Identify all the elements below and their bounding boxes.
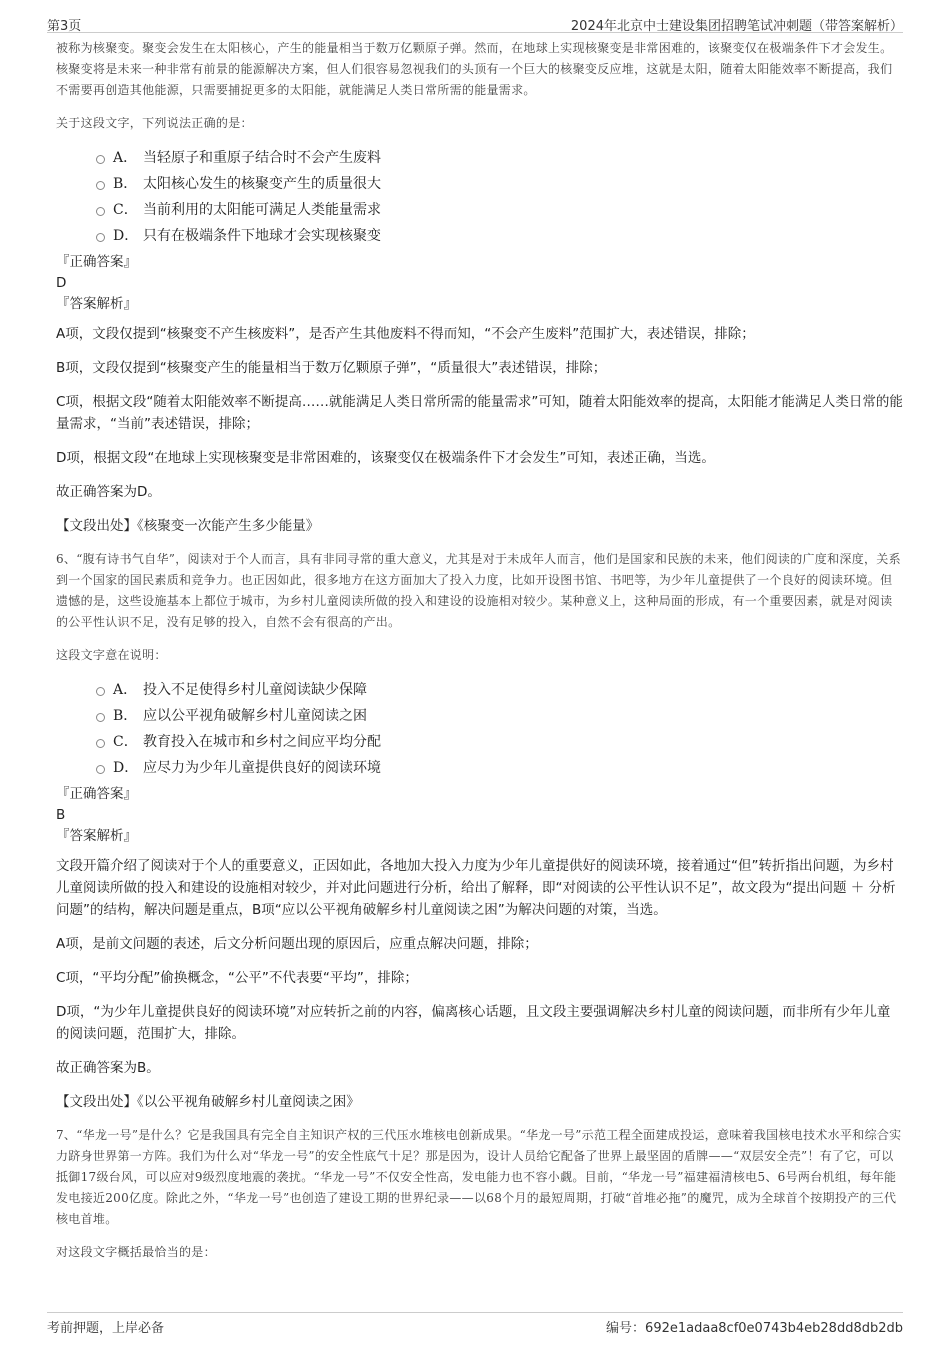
option-letter: C． bbox=[113, 202, 138, 218]
radio-icon[interactable] bbox=[96, 207, 105, 216]
q5-analysis-d: D项，根据文段“在地球上实现核聚变是非常困难的，该聚变仅在极端条件下才会发生”可知，表述正确，当选。 bbox=[56, 450, 715, 466]
q5-passage: 被称为核聚变。聚变会发生在太阳核心，产生的能量相当于数万亿颗原子弹。然而，在地球上实现核聚变是非常困难的，该聚变仅在极端条件下才会发生。核聚变将是未来一种非常有前景的能源解决方案，但人们很容易忽视我们的头顶有一个巨大的核聚变反应堆，这就是太阳，随着太阳能效率不断提高，我们不需要再创造其他能源，只需要捕捉更多的太阳能，就能满足人类日常所需的能量需求。 bbox=[56, 41, 893, 97]
q5-option-a[interactable] bbox=[96, 144, 903, 170]
q5-source: 【文段出处】《核聚变一次能产生多少能量》 bbox=[56, 518, 320, 534]
document-title: 2024年北京中士建设集团招聘笔试冲刺题（带答案解析） bbox=[570, 19, 903, 34]
radio-icon[interactable] bbox=[96, 181, 105, 190]
q5-analysis-b: B项，文段仅提到“核聚变产生的能量相当于数万亿颗原子弹”，“质量很大”表述错误，排除； bbox=[56, 360, 607, 376]
page-content bbox=[56, 38, 903, 1263]
q5-analysis-a: A项，文段仅提到“核聚变不产生核废料”，是否产生其他废料不得而知，“不会产生废料”范围扩大，表述错误，排除； bbox=[56, 326, 755, 342]
radio-icon[interactable] bbox=[96, 233, 105, 242]
q5-analysis-c: C项，根据文段“随着太阳能效率不断提高……就能满足人类日常所需的能量需求”可知，随着太阳能效率的提高，太阳能才能满足人类日常的能量需求，“当前”表述错误，排除； bbox=[56, 394, 903, 432]
option-letter: A． bbox=[113, 150, 138, 166]
radio-icon[interactable] bbox=[96, 713, 105, 722]
q6-correct-label: 『正确答案』 bbox=[56, 786, 137, 802]
radio-icon[interactable] bbox=[96, 155, 105, 164]
q5-option-b[interactable] bbox=[96, 170, 903, 196]
option-letter: D． bbox=[113, 228, 139, 244]
q5-prompt: 关于这段文字，下列说法正确的是： bbox=[56, 116, 253, 130]
footer-slogan: 考前押题，上岸必备 bbox=[47, 1321, 165, 1336]
page-footer bbox=[47, 1312, 903, 1337]
radio-icon[interactable] bbox=[96, 687, 105, 696]
q6-analysis-label: 『答案解析』 bbox=[56, 828, 137, 844]
q6-passage: 6、“腹有诗书气自华”，阅读对于个人而言，具有非同寻常的重大意义，尤其是对于未成年人而言，他们是国家和民族的未来，他们阅读的广度和深度，关系到一个国家的国民素质和竞争力。也正因如此，很多地方在这方面加大了投入力度，比如开设图书馆、书吧等，为少年儿童提供了一个良好的阅读环境。但遗憾的是，这些设施基本上都位于城市，为乡村儿童阅读所做的投入和建设的设施相对较少。某种意义上，这种局面的形成，有一个重要因素，就是对阅读的公平性认识不足，没有足够的投入，自然不会有很高的产出。 bbox=[56, 552, 901, 629]
q6-option-b[interactable] bbox=[96, 702, 903, 728]
option-text: 只有在极端条件下地球才会实现核聚变 bbox=[143, 228, 381, 244]
q5-analysis-label: 『答案解析』 bbox=[56, 296, 137, 312]
option-letter: B． bbox=[113, 708, 138, 724]
q6-answer: B bbox=[56, 807, 66, 823]
option-text: 当轻原子和重原子结合时不会产生废料 bbox=[143, 150, 381, 166]
q6-option-d[interactable] bbox=[96, 754, 903, 780]
option-text: 当前利用的太阳能可满足人类能量需求 bbox=[143, 202, 381, 218]
q6-analysis-c: C项，“平均分配”偷换概念，“公平”不代表要“平均”，排除； bbox=[56, 970, 418, 986]
q5-options bbox=[96, 144, 903, 248]
q6-prompt: 这段文字意在说明： bbox=[56, 648, 167, 662]
option-letter: B． bbox=[113, 176, 138, 192]
q6-analysis-d: D项，“为少年儿童提供良好的阅读环境”对应转折之前的内容，偏离核心话题，且文段主要强调解决乡村儿童的阅读问题，而非所有少年儿童的阅读问题，范围扩大，排除。 bbox=[56, 1004, 891, 1042]
q5-option-c[interactable] bbox=[96, 196, 903, 222]
q5-correct-label: 『正确答案』 bbox=[56, 254, 137, 270]
option-text: 教育投入在城市和乡村之间应平均分配 bbox=[143, 734, 381, 750]
radio-icon[interactable] bbox=[96, 765, 105, 774]
option-letter: C． bbox=[113, 734, 138, 750]
q6-option-c[interactable] bbox=[96, 728, 903, 754]
q5-option-d[interactable] bbox=[96, 222, 903, 248]
q7-passage: 7、“华龙一号”是什么？它是我国具有完全自主知识产权的三代压水堆核电创新成果。“华龙一号”示范工程全面建成投运，意味着我国核电技术水平和综合实力跻身世界第一方阵。我们为什么对“华龙一号”的安全性底气十足？那是因为，设计人员给它配备了世界上最坚固的盾牌——“双层安全壳”！有了它，可以抵御17级台风，可以应对9级烈度地震的袭扰。“华龙一号”不仅安全性高，发电能力也不容小觑。目前，“华龙一号”福建福清核电5、6号两台机组，每年能发电接近200亿度。除此之外，“华龙一号”也创造了建设工期的世界纪录——以68个月的最短周期，打破“首堆必拖”的魔咒，成为全球首个按期投产的三代核电首堆。 bbox=[56, 1128, 902, 1226]
q5-answer: D bbox=[56, 275, 67, 291]
option-text: 投入不足使得乡村儿童阅读缺少保障 bbox=[143, 682, 367, 698]
radio-icon[interactable] bbox=[96, 739, 105, 748]
q6-option-a[interactable] bbox=[96, 676, 903, 702]
page-header bbox=[47, 12, 903, 33]
q6-analysis-a: A项，是前文问题的表述，后文分析问题出现的原因后，应重点解决问题，排除； bbox=[56, 936, 538, 952]
option-letter: D． bbox=[113, 760, 139, 776]
page-number: 第3页 bbox=[47, 19, 82, 34]
document-id: 编号：692e1adaa8cf0e0743b4eb28dd8db2db bbox=[606, 1321, 903, 1336]
option-text: 太阳核心发生的核聚变产生的质量很大 bbox=[143, 176, 381, 192]
q6-source: 【文段出处】《以公平视角破解乡村儿童阅读之困》 bbox=[56, 1094, 360, 1110]
option-text: 应尽力为少年儿童提供良好的阅读环境 bbox=[143, 760, 381, 776]
q6-options bbox=[96, 676, 903, 780]
option-letter: A． bbox=[113, 682, 138, 698]
q7-prompt: 对这段文字概括最恰当的是： bbox=[56, 1245, 216, 1259]
option-text: 应以公平视角破解乡村儿童阅读之困 bbox=[143, 708, 367, 724]
q5-conclusion: 故正确答案为D。 bbox=[56, 484, 161, 500]
q6-analysis-main: 文段开篇介绍了阅读对于个人的重要意义，正因如此，各地加大投入力度为少年儿童提供好的阅读环境，接着通过“但”转折指出问题，为乡村儿童阅读所做的投入和建设的设施相对较少，并对此问题进行分析，给出了解释，即“对阅读的公平性认识不足”，故文段为“提出问题 ＋ 分析问题”的结构，解决问题是重点，B项“应以公平视角破解乡村儿童阅读之困”为解决问题的对策，当选。 bbox=[56, 858, 896, 918]
q6-conclusion: 故正确答案为B。 bbox=[56, 1060, 160, 1076]
